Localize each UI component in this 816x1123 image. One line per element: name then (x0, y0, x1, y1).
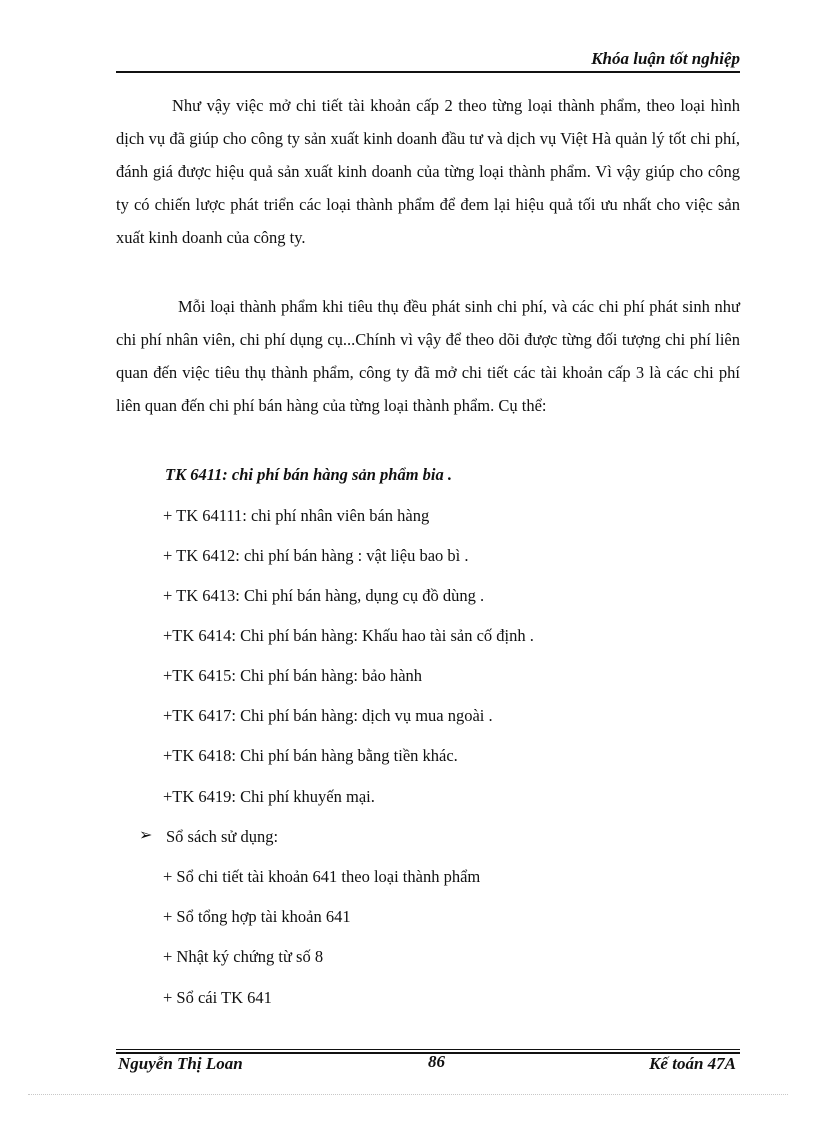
page-bottom-dotted-border (28, 1094, 788, 1095)
account-line-8: +TK 6419: Chi phí khuyến mại. (163, 787, 375, 806)
footer-divider-thin (116, 1049, 740, 1050)
account-line-6: +TK 6417: Chi phí bán hàng: dịch vụ mua ngoài . (163, 706, 493, 725)
book-line-1: + Sổ chi tiết tài khoản 641 theo loại thành phẩm (163, 867, 481, 886)
arrow-bullet-icon: ➢ (139, 827, 153, 844)
books-heading: Sổ sách sử dụng: (166, 827, 279, 846)
document-header-title: Khóa luận tốt nghiệp (591, 49, 740, 68)
account-line-2: + TK 6412: chi phí bán hàng : vật liệu bao bì . (163, 546, 469, 565)
book-line-2: + Sổ tổng hợp tài khoản 641 (163, 907, 351, 926)
account-line-1: + TK 64111: chi phí nhân viên bán hàng (163, 506, 430, 525)
account-line-5: +TK 6415: Chi phí bán hàng: bảo hành (163, 666, 423, 685)
account-line-3: + TK 6413: Chi phí bán hàng, dụng cụ đồ dùng . (163, 586, 485, 605)
footer-author: Nguyễn Thị Loan (118, 1054, 243, 1073)
book-line-4: + Sổ cái TK 641 (163, 988, 272, 1007)
body-paragraph-2: Mỗi loại thành phẩm khi tiêu thụ đều phát sinh chi phí, và các chi phí phát sinh như chi phí nhân viên, chi phí dụng cụ...Chính vì vậy để theo dõi được từng đối tượng chi phí liên quan đến việc tiêu thụ thành phẩm, công ty đã mở chi tiết các tài khoản cấp 3 là các chi phí liên quan đến chi phí bán hàng của từng loại thành phẩm. Cụ thể: (116, 297, 740, 415)
book-line-3: + Nhật ký chứng từ số 8 (163, 947, 324, 966)
account-line-4: +TK 6414: Chi phí bán hàng: Khấu hao tài sản cố định . (163, 626, 534, 645)
header-divider (116, 71, 740, 73)
account-line-7: +TK 6418: Chi phí bán hàng bằng tiền khác. (163, 746, 458, 765)
body-paragraph-1: Như vậy việc mở chi tiết tài khoản cấp 2 theo từng loại thành phẩm, theo loại hình dịch vụ đã giúp cho công ty sản xuất kinh doanh đầu tư và dịch vụ Việt Hà quản lý tốt chi phí, đánh giá được hiệu quả sản xuất kinh doanh của từng loại thành phẩm. Vì vậy giúp cho công ty có chiến lược phát triển các loại thành phẩm để đem lại hiệu quả tối ưu nhất cho việc sản xuất kinh doanh của công ty. (116, 96, 740, 247)
footer-page-number: 86 (428, 1052, 445, 1071)
sub-heading-tk6411: TK 6411: chi phí bán hàng sản phẩm bia . (165, 465, 452, 484)
footer-class: Kế toán 47A (649, 1054, 736, 1073)
